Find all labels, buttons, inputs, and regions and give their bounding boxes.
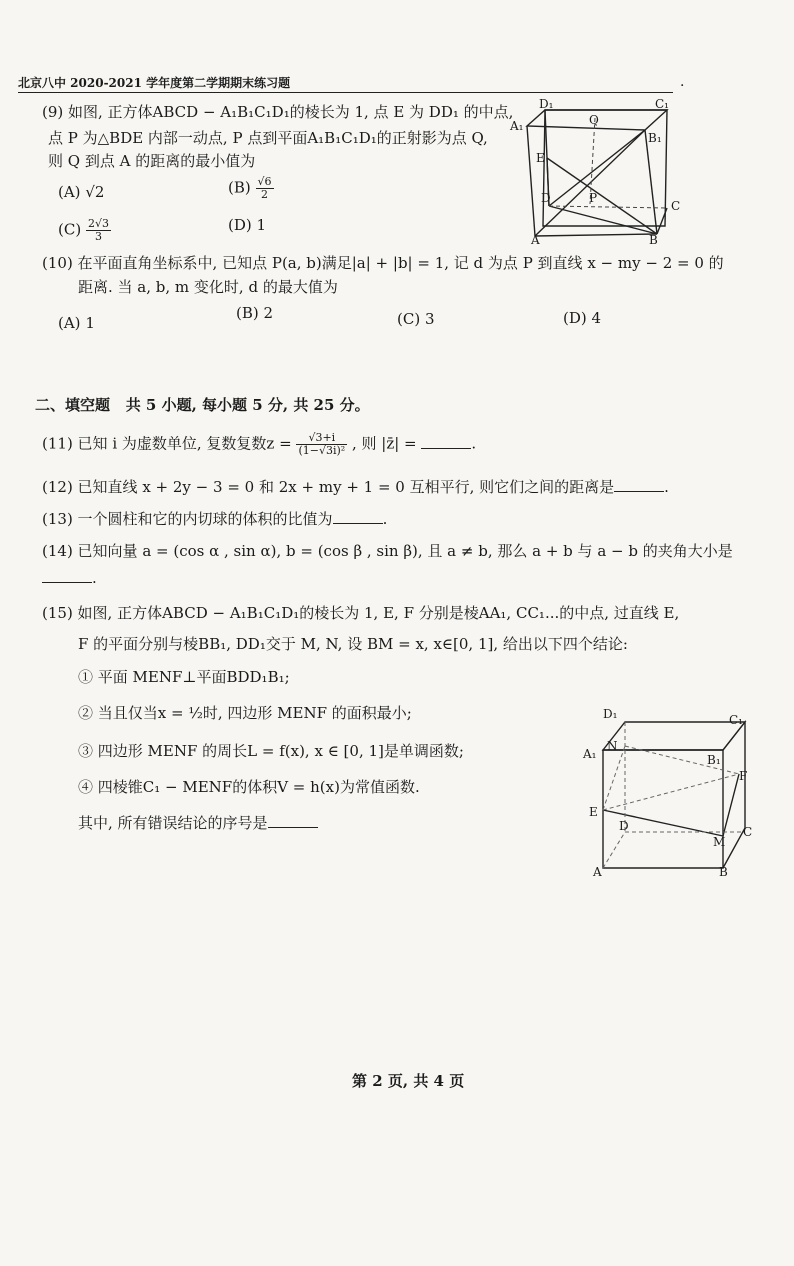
q15-line1: (15) 如图, 正方体ABCD − A₁B₁C₁D₁的棱长为 1, E, F 分别是棱AA₁, CC₁...的中点, 过直线 E, bbox=[42, 604, 680, 622]
q15-label-n: N bbox=[607, 739, 618, 753]
q15-cube-front bbox=[603, 750, 726, 868]
section2-heading: 二、填空题 共 5 小题, 每小题 5 分, 共 25 分。 bbox=[35, 396, 370, 414]
q9-line2: 点 P 为△BDE 内部一动点, P 点到平面A₁B₁C₁D₁的正射影为点 Q, bbox=[48, 129, 488, 147]
q9-option-d: (D) 1 bbox=[228, 216, 267, 234]
q15-label-e: E bbox=[589, 805, 598, 819]
q15-label-b1: B₁ bbox=[707, 753, 721, 767]
q12-answer-blank[interactable] bbox=[614, 477, 664, 492]
q9-edge-bb1 bbox=[645, 130, 657, 234]
q15-label-c1: C₁ bbox=[729, 713, 743, 727]
q15-cube-diagram bbox=[585, 702, 760, 880]
header-rule bbox=[18, 92, 673, 93]
q9-label-b1: B₁ bbox=[648, 131, 662, 145]
q9-label-e: E bbox=[536, 151, 545, 165]
q15-label-a: A bbox=[593, 865, 602, 879]
q15-ask: 其中, 所有错误结论的序号是 bbox=[78, 812, 318, 833]
exam-header: 北京八中 2020-2021 学年度第二学期期末练习题 bbox=[18, 76, 291, 90]
q9-label-b: B bbox=[649, 233, 658, 247]
q15-label-m: M bbox=[713, 835, 726, 849]
q15-line-mf bbox=[723, 774, 739, 836]
q13-line: (13) 一个圆柱和它的内切球的体积的比值为 . bbox=[42, 510, 388, 528]
q9-hidden-dc bbox=[549, 206, 667, 208]
q15-label-b: B bbox=[719, 865, 728, 879]
q14-answer-blank[interactable] bbox=[42, 568, 92, 583]
q10-option-b: (B) 2 bbox=[236, 304, 274, 322]
q13-answer-blank[interactable] bbox=[333, 509, 383, 524]
q9-diagonal-ab1 bbox=[535, 130, 645, 236]
q9-edge-ab bbox=[535, 234, 657, 236]
q9-option-a: (A) √2 bbox=[58, 183, 105, 201]
q15-label-a1: A₁ bbox=[583, 747, 597, 761]
q9-line3: 则 Q 到点 A 的距离的最小值为 bbox=[48, 152, 256, 170]
q15-label-d: D bbox=[619, 819, 629, 833]
q15-label-d1: D₁ bbox=[603, 707, 618, 721]
header-mark: · bbox=[680, 78, 685, 94]
q10-line2: 距离. 当 a, b, m 变化时, d 的最大值为 bbox=[78, 278, 338, 296]
q9-label-d: D bbox=[541, 191, 551, 205]
q15-item-4: ④ 四棱锥C₁ − MENF的体积V = h(x)为常值函数. bbox=[78, 778, 420, 796]
q15-item-3: ③ 四边形 MENF 的周长L = f(x), x ∈ [0, 1]是单调函数; bbox=[78, 742, 464, 760]
q15-label-f: F bbox=[739, 769, 748, 783]
q15-answer-blank[interactable] bbox=[268, 813, 318, 828]
q9-option-c: (C) $\frac{2√3}{3}$ bbox=[58, 217, 109, 243]
q10-line1: (10) 在平面直角坐标系中, 已知点 P(a, b)满足|a| + |b| = 1, 记 d 为点 P 到直线 x − my − 2 = 0 的 bbox=[42, 254, 724, 272]
q9-line1: (9) 如图, 正方体ABCD − A₁B₁C₁D₁的棱长为 1, 点 E 为 DD₁ 的中点, bbox=[42, 103, 514, 121]
q15-item-1: ① 平面 MENF⊥平面BDD₁B₁; bbox=[78, 668, 290, 686]
page-footer: 第 2 页, 共 4 页 bbox=[352, 1072, 465, 1090]
q15-cube-top bbox=[603, 722, 745, 750]
q9-label-p: P bbox=[589, 191, 598, 205]
q10-option-d: (D) 4 bbox=[563, 309, 602, 327]
q14-line: (14) 已知向量 a = (cos α , sin α), b = (cos β , sin β), 且 a ≠ b, 那么 a + b 与 a − b 的夹角大小是 bbox=[42, 542, 733, 560]
q9-line-db bbox=[549, 206, 657, 234]
q9-label-q: Q bbox=[589, 113, 599, 127]
q9-label-a1: A₁ bbox=[510, 119, 524, 133]
q15-hidden-ef bbox=[603, 774, 739, 810]
q9-label-a: A bbox=[531, 233, 540, 247]
q9-cube-diagram bbox=[505, 96, 690, 246]
q9-label-c: C bbox=[671, 199, 681, 213]
q15-hidden-en bbox=[603, 746, 625, 810]
q15-label-c: C bbox=[743, 825, 753, 839]
q9-option-b: (B) $\frac{√6}{2}$ bbox=[228, 175, 272, 201]
q9-edge-aa1 bbox=[527, 126, 535, 236]
q15-item-2: ② 当且仅当x = ½时, 四边形 MENF 的面积最小; bbox=[78, 704, 412, 722]
q12-line: (12) 已知直线 x + 2y − 3 = 0 和 2x + my + 1 = 0 互相平行, 则它们之间的距离是 . bbox=[42, 478, 669, 496]
q14-answer: . bbox=[42, 568, 97, 587]
q9-line-eb bbox=[547, 158, 657, 234]
q9-label-c1: C₁ bbox=[655, 97, 669, 111]
q15-line2: F 的平面分别与棱BB₁, DD₁交于 M, N, 设 BM = x, x∈[0, 1], 给出以下四个结论: bbox=[78, 635, 628, 653]
q10-option-a: (A) 1 bbox=[58, 314, 95, 332]
q11-answer-blank[interactable] bbox=[421, 434, 471, 449]
q11-line: (11) 已知 i 为虚数单位, 复数复数z = $\frac{√3+i}{\text{(1−√3i)²}}$ , 则 |z̄| = . bbox=[42, 431, 477, 457]
q15-hidden-ad bbox=[603, 832, 625, 868]
q10-option-c: (C) 3 bbox=[397, 310, 435, 328]
q9-label-d1: D₁ bbox=[539, 97, 554, 111]
